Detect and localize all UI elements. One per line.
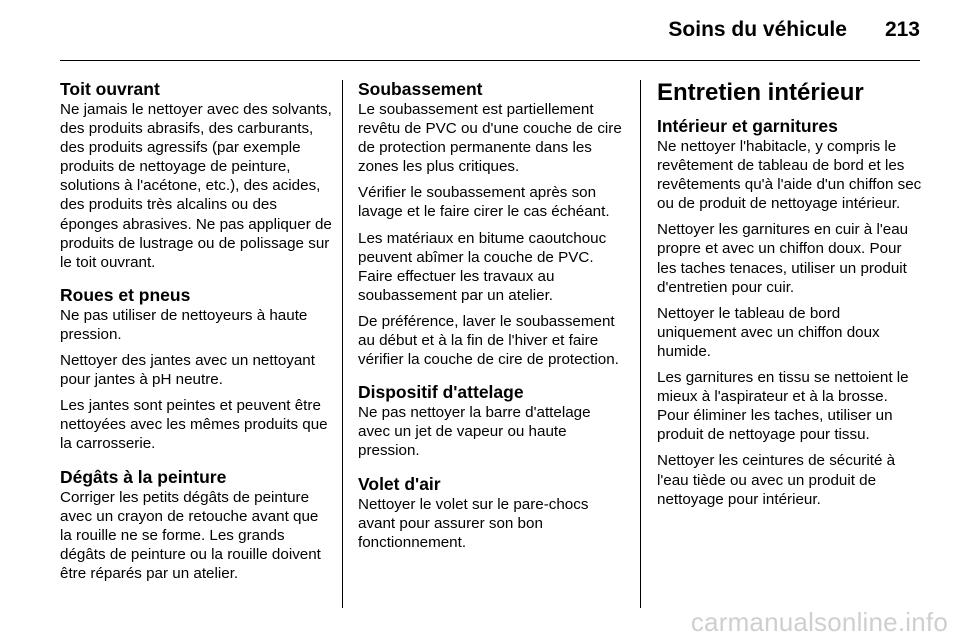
column-2 — [358, 79, 622, 565]
column-1 — [60, 79, 332, 596]
section-heading: Volet d'air — [358, 473, 441, 494]
paragraph: Le soubassement est partiellement revêtu de PVC ou d'une couche de cire de protection permanente dans les zones les plus critiques. — [358, 101, 622, 176]
section-soubassement — [358, 79, 622, 369]
page-title: Soins du véhicule — [668, 18, 847, 41]
header-rule — [60, 60, 920, 61]
watermark: carmanualsonline.info — [690, 607, 948, 637]
paragraph: Corriger les petits dégâts de peinture avec un crayon de retouche avant que la rouille ne se forme. Les grands dégâts de peinture ou la rouille doivent être réparés par un atelier. — [60, 488, 321, 582]
section-heading: Intérieur et garnitures — [657, 116, 838, 136]
section-roues-et-pneus — [60, 285, 332, 454]
section-heading: Toit ouvrant — [60, 79, 160, 99]
paragraph: Nettoyer le volet sur le pare-chocs avant pour assurer son bon fonctionnement. — [358, 495, 589, 551]
section-dispositif-attelage — [358, 382, 622, 460]
paragraph: Les jantes sont peintes et peuvent être nettoyées avec les mêmes produits que la carrosserie. — [60, 397, 328, 453]
paragraph: Ne pas utiliser de nettoyeurs à haute pression. — [60, 306, 308, 343]
paragraph: Nettoyer le tableau de bord uniquement avec un chiffon doux humide. — [657, 304, 880, 360]
column-divider — [640, 80, 641, 608]
paragraph: Les matériaux en bitume caoutchouc peuvent abîmer la couche de PVC. Faire effectuer les travaux au soubassement par un atelier. — [358, 229, 607, 304]
paragraph: Nettoyer des jantes avec un nettoyant pour jantes à pH neutre. — [60, 352, 315, 389]
paragraph: De préférence, laver le soubassement au début et à la fin de l'hiver et faire vérifier la couche de cire de protection. — [358, 312, 619, 369]
paragraph: Vérifier le soubassement après son lavage et le faire cirer le cas échéant. — [358, 184, 610, 221]
page-header — [668, 18, 920, 48]
section-heading: Dispositif d'attelage — [358, 382, 524, 403]
section-degats-peinture — [60, 467, 332, 583]
column-3 — [657, 79, 923, 516]
paragraph: Ne pas nettoyer la barre d'attelage avec un jet de vapeur ou haute pression. — [358, 404, 591, 460]
section-heading: Roues et pneus — [60, 284, 191, 305]
section-interieur-garnitures — [657, 116, 923, 509]
page-number: 213 — [884, 18, 920, 41]
section-toit-ouvrant — [60, 79, 332, 272]
section-heading: Soubassement — [358, 79, 483, 99]
section-volet-air — [358, 474, 622, 552]
chapter-title: Entretien intérieur — [657, 79, 864, 106]
paragraph: Les garnitures en tissu se nettoient le mieux à l'aspirateur et à la brosse. Pour éliminer les taches, utiliser un produit de nettoyage pour tissu. — [657, 369, 909, 444]
paragraph: Ne nettoyer l'habitacle, y compris le revêtement de tableau de bord et les revêtements qu'à l'aide d'un chiffon sec ou de produit de nettoyage intérieur. — [657, 138, 922, 213]
paragraph: Ne jamais le nettoyer avec des solvants, des produits abrasifs, des carburants, des produits agressifs (par exemple produits de nettoyage de peinture, solutions à l'acétone, etc.), des acides, des produits très alcalins ou des éponges abrasives. Ne pas appliquer de produits de lustrage ou de polissage sur le toit ouvrant. — [60, 101, 332, 271]
paragraph: Nettoyer les garnitures en cuir à l'eau propre et avec un chiffon doux. Pour les taches tenaces, utiliser un produit d'entretien pour cuir. — [657, 221, 909, 296]
paragraph: Nettoyer les ceintures de sécurité à l'eau tiède ou avec un produit de nettoyage pour intérieur. — [657, 452, 896, 508]
section-heading: Dégâts à la peinture — [60, 466, 227, 487]
column-divider — [342, 80, 343, 608]
